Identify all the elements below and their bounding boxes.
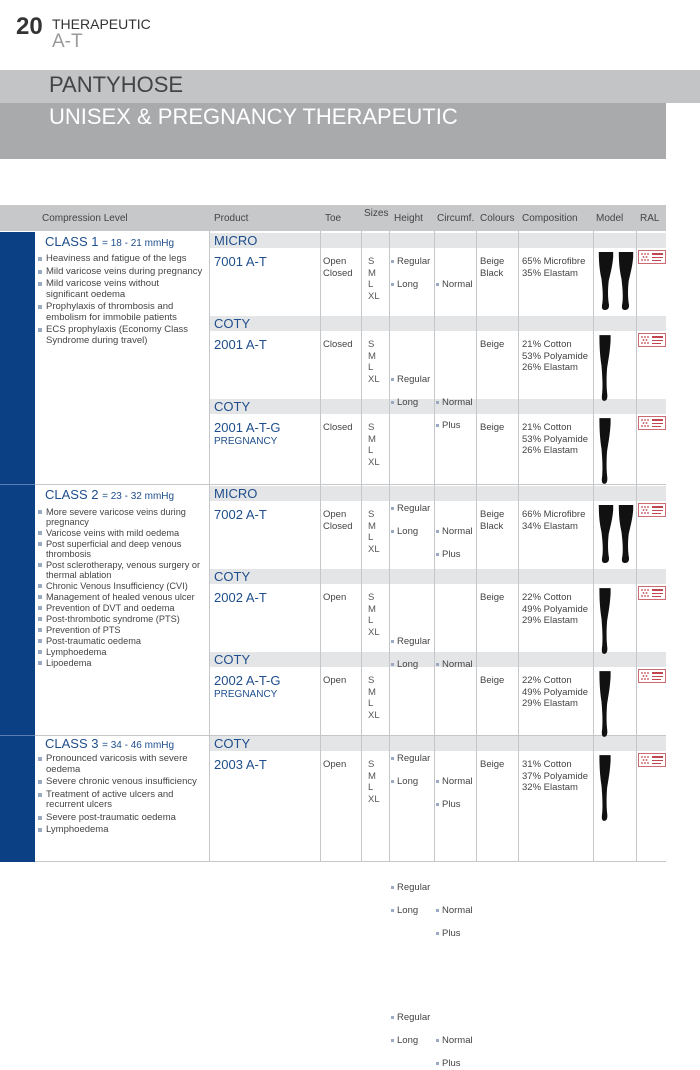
stocking-leg-icon — [598, 587, 612, 655]
page-subtitle: UNISEX & PREGNANCY THERAPEUTIC — [49, 104, 458, 129]
indication-item: Lipoedema — [38, 658, 203, 668]
height-option: Regular — [391, 374, 700, 386]
product-sizes: S M L XL — [368, 759, 380, 805]
stocking-leg-icon — [598, 670, 612, 738]
class-3-sidebar — [0, 736, 35, 862]
product-fabric: COTY — [214, 316, 251, 331]
product-code: 7002 A-T — [214, 507, 267, 522]
product-fabric: MICRO — [214, 486, 258, 501]
product-sizes: S M L XL — [368, 422, 380, 468]
stocking-leg-icon — [597, 251, 615, 311]
stocking-leg-icon — [617, 251, 635, 311]
indication-item: Prevention of PTS — [38, 625, 203, 635]
product-code: 2003 A-T — [214, 757, 267, 772]
product-sizes: S M L XL — [368, 256, 380, 302]
col-product: Product — [214, 213, 249, 224]
height-option: Regular — [391, 636, 700, 648]
class-3-indications — [38, 754, 203, 838]
indication-item: Post-traumatic oedema — [38, 636, 203, 646]
product-sizes: S M L XL — [368, 675, 380, 721]
product-colours: Beige — [480, 675, 505, 686]
indication-item: Pronounced varicosis with severe oedema — [38, 754, 203, 775]
indication-item: ECS prophylaxis (Economy Class Syndrome during travel) — [38, 325, 203, 346]
height-option: Long — [391, 397, 700, 409]
product-toe: Open Closed — [323, 509, 353, 532]
col-compression: Compression Level — [42, 213, 128, 224]
class-1-indications — [38, 254, 203, 348]
circumference-option: Normal — [436, 659, 700, 671]
fabric-row — [210, 569, 666, 584]
product-colours: Beige — [480, 339, 505, 350]
divider — [35, 484, 666, 485]
divider — [361, 231, 362, 862]
product-code: 2001 A-T-G — [214, 420, 281, 435]
indication-item: Post-thrombotic syndrome (PTS) — [38, 614, 203, 624]
indication-item: Severe post-traumatic oedema — [38, 813, 203, 824]
class-2-sidebar — [0, 485, 35, 735]
height-option: Long — [391, 526, 700, 538]
circumference-option: Normal — [436, 1035, 700, 1047]
subcategory-label: A-T — [52, 31, 83, 52]
product-code: 2002 A-T — [214, 590, 267, 605]
indication-item: Post sclerotherapy, venous surgery or thermal ablation — [38, 560, 203, 580]
indication-item: Mild varicose veins during pregnancy — [38, 267, 203, 278]
category-label: THERAPEUTIC — [52, 16, 151, 32]
ral-certificate-icon — [638, 586, 666, 600]
divider — [35, 861, 666, 862]
divider — [209, 205, 210, 862]
ral-certificate-icon — [638, 333, 666, 347]
circumference-option: Normal — [436, 905, 700, 917]
indication-item: Prevention of DVT and oedema — [38, 603, 203, 613]
height-option: Long — [391, 279, 700, 291]
product-sizes: S M L XL — [368, 509, 380, 555]
indication-item: Severe chronic venous insufficiency — [38, 777, 203, 788]
product-colours: Beige — [480, 592, 505, 603]
stocking-leg-icon — [617, 504, 635, 564]
class-2-indications — [38, 507, 203, 669]
product-toe: Open — [323, 759, 347, 770]
height-option: Long — [391, 776, 700, 788]
product-composition: 21% Cotton 53% Polyamide 26% Elastam — [522, 339, 589, 373]
ral-certificate-icon — [638, 753, 666, 767]
ral-certificate-icon — [638, 250, 666, 264]
height-option: Regular — [391, 882, 700, 894]
divider — [476, 231, 477, 862]
fabric-row — [210, 316, 666, 331]
indication-item: Lymphoedema — [38, 825, 203, 836]
height-option: Regular — [391, 503, 700, 515]
product-sizes: S M L XL — [368, 339, 380, 385]
height-option: Long — [391, 659, 700, 671]
class-3-title: CLASS 3 = 34 - 46 mmHg — [45, 736, 175, 751]
product-fabric: COTY — [214, 399, 251, 414]
col-sizes: Sizes — [364, 208, 389, 219]
product-subtitle: PREGNANCY — [214, 689, 278, 700]
product-toe: Closed — [323, 339, 353, 350]
ral-certificate-icon — [638, 416, 666, 430]
col-model: Model — [596, 213, 624, 224]
product-colours: Beige — [480, 422, 505, 433]
product-colours: Beige — [480, 759, 505, 770]
indication-item: Varicose veins with mild oedema — [38, 528, 203, 538]
class-2-title: CLASS 2 = 23 - 32 mmHg — [45, 487, 175, 502]
col-ral: RAL — [640, 213, 660, 224]
stocking-leg-icon — [598, 754, 612, 822]
product-colours: Beige Black — [480, 509, 505, 532]
indication-item: Treatment of active ulcers and recurrent ulcers — [38, 790, 203, 811]
height-option: Regular — [391, 1012, 700, 1024]
indication-item: Prophylaxis of thrombosis and embolism for immobile patients — [38, 302, 203, 323]
stocking-leg-icon — [598, 334, 612, 402]
height-option: Long — [391, 905, 700, 917]
divider — [0, 735, 35, 736]
circumference-option: Plus — [436, 420, 700, 432]
product-toe: Open Closed — [323, 256, 353, 279]
height-option: Regular — [391, 256, 700, 268]
indication-item: Post superficial and deep venous thrombosis — [38, 539, 203, 559]
product-toe: Open — [323, 675, 347, 686]
ral-certificate-icon — [638, 669, 666, 683]
divider — [434, 231, 435, 862]
stocking-leg-icon — [597, 504, 615, 564]
indication-item: Heaviness and fatigue of the legs — [38, 254, 203, 265]
class-1-sidebar — [0, 232, 35, 484]
fabric-row — [210, 486, 666, 501]
product-composition: 66% Microfibre 34% Elastam — [522, 509, 586, 532]
product-subtitle: PREGNANCY — [214, 436, 278, 447]
indication-item: Management of healed venous ulcer — [38, 592, 203, 602]
product-composition: 31% Cotton 37% Polyamide 32% Elastam — [522, 759, 589, 793]
product-composition: 65% Microfibre 35% Elastam — [522, 256, 586, 279]
circumference-option: Normal — [436, 776, 700, 788]
product-code: 2001 A-T — [214, 337, 267, 352]
col-composition: Composition — [522, 213, 578, 224]
page-number: 20 — [16, 13, 43, 40]
product-toe: Open — [323, 592, 347, 603]
col-toe: Toe — [325, 213, 342, 224]
product-fabric: COTY — [214, 736, 251, 751]
divider — [518, 231, 519, 862]
stocking-leg-icon — [598, 417, 612, 485]
product-sizes: S M L XL — [368, 592, 380, 638]
ral-certificate-icon — [638, 503, 666, 517]
product-colours: Beige Black — [480, 256, 505, 279]
product-fabric: COTY — [214, 569, 251, 584]
col-height: Height — [394, 213, 423, 224]
product-code: 7001 A-T — [214, 254, 267, 269]
divider — [636, 231, 637, 862]
indication-item: Chronic Venous Insufficiency (CVI) — [38, 581, 203, 591]
circumference-option: Normal — [436, 526, 700, 538]
indication-item: More severe varicose veins during pregnancy — [38, 507, 203, 527]
circumference-option: Plus — [436, 1058, 700, 1070]
indication-item: Mild varicose veins without significant oedema — [38, 279, 203, 300]
fabric-row — [210, 736, 666, 751]
circumference-option: Normal — [436, 397, 700, 409]
product-composition: 22% Cotton 49% Polyamide 29% Elastam — [522, 675, 589, 709]
divider — [0, 484, 35, 485]
circumference-option: Plus — [436, 928, 700, 940]
indication-item: Lymphoedema — [38, 647, 203, 657]
circumference-option: Normal — [436, 279, 700, 291]
product-composition: 22% Cotton 49% Polyamide 29% Elastam — [522, 592, 589, 626]
product-composition: 21% Cotton 53% Polyamide 26% Elastam — [522, 422, 589, 456]
divider — [320, 231, 321, 862]
height-option: Regular — [391, 753, 700, 765]
col-colours: Colours — [480, 213, 515, 224]
page-title: PANTYHOSE — [49, 72, 184, 97]
fabric-row — [210, 233, 666, 248]
circumference-option: Plus — [436, 799, 700, 811]
product-fabric: COTY — [214, 652, 251, 667]
product-toe: Closed — [323, 422, 353, 433]
product-fabric: MICRO — [214, 233, 258, 248]
circumference-option: Plus — [436, 549, 700, 561]
height-option: Long — [391, 1035, 700, 1047]
divider — [389, 231, 390, 862]
class-1-title: CLASS 1 = 18 - 21 mmHg — [45, 234, 175, 249]
col-circumf: Circumf. — [437, 213, 475, 224]
product-code: 2002 A-T-G — [214, 673, 281, 688]
